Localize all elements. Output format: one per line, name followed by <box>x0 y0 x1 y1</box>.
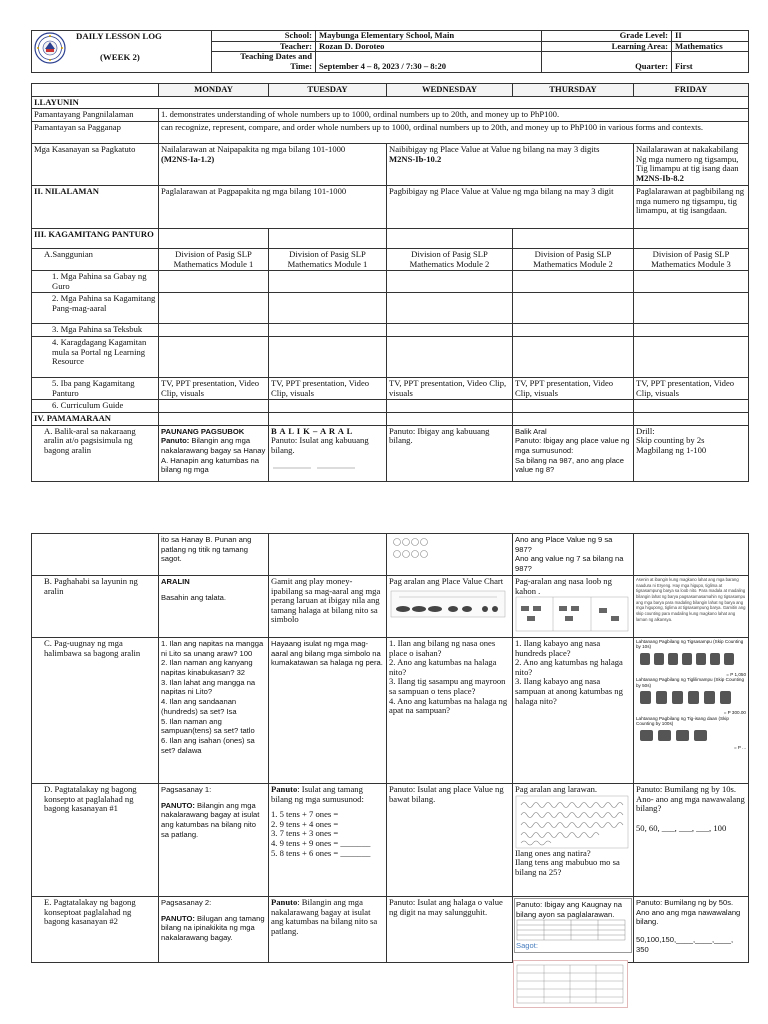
pagtatalakay-1-friday: Panuto: Bumilang ng by 10s. Ano- ano ang mga nawawalang bilang? <box>636 783 745 814</box>
coins-skip-count-100-image <box>636 727 744 745</box>
day-friday: FRIDAY <box>634 84 749 97</box>
drill-count-range: Magbilang ng 1-100 <box>636 444 707 455</box>
objects-counting-image <box>389 535 449 567</box>
skip-count-amount-1: = P 1,050 <box>726 671 746 677</box>
sanggunian-thursday: Division of Pasig SLP Mathematics Module 2 <box>513 248 634 270</box>
section-layunin: I.LAYUNIN <box>32 96 749 109</box>
coins-skip-count-50-image <box>636 688 744 710</box>
drill-label: Drill: <box>636 425 655 436</box>
tens-ones-exercise: 1. 5 tens + 7 ones = 2. 9 tens + 4 ones = 3. 7 tens + 3 ones = 4. 9 tens + 9 ones = _______ 5. 8 tens + 6 ones = _______ <box>271 809 371 858</box>
paghahabi-wednesday: Pag aralan ang Place Value Chart <box>389 575 504 586</box>
lesson-log-table-page1 <box>31 83 749 482</box>
balik-aral-title: B A L I K – A R A L <box>271 425 353 436</box>
dates-label-line2: Time: <box>290 61 312 72</box>
teksbuk-label: 3. Mga Pahina sa Teksbuk <box>32 324 159 337</box>
balik-aral-monday-text: Bilangin ang mga nakalarawang bagay sa Hanay A. Hanapin ang katumbas na bilang ng mga <box>161 436 266 475</box>
pagganap-label: Pamantayan sa Pagganap <box>32 121 159 143</box>
pagsasanay-2-title: Pagsasanay 2: <box>161 897 212 907</box>
horses-place-value-image <box>515 596 630 632</box>
pagsasanay-1-text: Bilangin ang mga nakalarawang bagay at isulat <box>161 800 260 820</box>
pagtatalakay-2-wednesday: Panuto: Isulat ang halaga o value ng digit na may salungguhit. <box>387 896 513 962</box>
iba-pang-kagamitan-label: 5. Iba pang Kagamitang Panturo <box>32 378 159 400</box>
quarter-label: Quarter: <box>542 52 672 73</box>
week-label: (WEEK 2) <box>100 52 140 62</box>
pagtatalakay-1-label: D. Pagtatalakay ng bagong konsepto at paglalahad ng bagong kasanayan #1 <box>32 783 159 896</box>
teacher-label: Teacher: <box>212 41 316 52</box>
school-value: Maybunga Elementary School, Main <box>316 31 542 42</box>
nilalaman-wednesday: Pagbibigay ng Place Value at Value ng mga bilang na may 3 digit <box>387 185 634 228</box>
pagtatalakay-2-label: E. Pagtatalakay ng bagong konseptoat paglalahad ng bagong kasanayan #2 <box>32 896 159 962</box>
balik-aral-thursday-question: Sa bilang na 987, ano ang place value ng 8? <box>515 455 624 475</box>
balik-aral-tuesday-text: Panuto: Isulat ang kabuuang bilang. <box>271 435 369 455</box>
quarter-value: First <box>672 52 749 73</box>
karagdagang-kagamitan-label: 4. Karagdagang Kagamitan mula sa Portal ng Learning Resource <box>32 337 159 378</box>
panuto-label-e-tue: Panuto <box>271 896 298 907</box>
day-wednesday: WEDNESDAY <box>387 84 513 97</box>
balik-aral-thursday-title: Balik Aral <box>515 426 547 436</box>
drill-skip-counting: Skip counting by 2s <box>636 435 705 446</box>
learning-area-label: Learning Area: <box>542 41 672 52</box>
pagtatalakay-2-friday: Panuto: Bumilang ng by 50s. Ano ano ang mga nawawalang bilang. <box>636 897 741 927</box>
nilalaman-friday: Paglalarawan at pagbibilang ng mga numero ng tigsampu, tig limampu, at tig isangdaan. <box>634 185 749 228</box>
grouped-animals-image <box>515 795 630 849</box>
sagot-label: Sagot: <box>516 941 538 951</box>
basahin-text: Basahin ang talata. <box>161 592 227 602</box>
pagtatalakay-1-thursday-questions: Ilang ones ang natira? Ilang tens ang mabubuo mo sa bilang na 25? <box>515 847 620 877</box>
sanggunian-monday: Division of Pasig SLP Mathematics Module 1 <box>159 248 269 270</box>
panuto-label-e: PANUTO: <box>161 913 195 923</box>
section-nilalaman: II. NILALAMAN <box>32 185 159 228</box>
document-title: DAILY LESSON LOG <box>76 31 162 41</box>
pagganap-text: can recognize, represent, compare, and order whole numbers up to 1000, ordinal numbers up to 20th, and money up to PhP100 in various forms and contexts. <box>159 121 749 143</box>
panuto-label-d: PANUTO: <box>161 800 195 810</box>
answer-key-grid-image <box>513 960 628 1008</box>
paghahabi-tuesday: Gamit ang play money- ipabilang sa mag-aaral ang mga perang laruan at ibigay nila ang tamang halaga at bilang nito sa simbolo <box>269 575 387 637</box>
missing-numbers-by-50: 50,100,150,____,____,____, 350 <box>636 935 734 954</box>
day-tuesday: TUESDAY <box>269 84 387 97</box>
sanggunian-label: A.Sanggunian <box>32 248 159 270</box>
sanggunian-friday: Division of Pasig SLP Mathematics Module 3 <box>634 248 749 270</box>
kasanayan-friday: Nailalarawan at nakakabilang Ng mga numero ng tigsampu, Tig limampu at tig isang daan <box>636 143 739 174</box>
grade-level-value: II <box>672 31 749 42</box>
sanggunian-wednesday: Division of Pasig SLP Mathematics Module 2 <box>387 248 513 270</box>
school-label: School: <box>212 31 316 42</box>
pangnilalaman-label: Pamantayang Pangnilalaman <box>32 109 159 122</box>
continuation-monday: ito sa Hanay B. Punan ang patlang ng titik ng tamang sagot. <box>159 534 269 576</box>
kasanayan-friday-code: M2NS-Ib-8.2 <box>636 172 684 183</box>
kagamitan-wednesday: TV, PPT presentation, Video Clip, visuals <box>387 378 513 400</box>
aralin-title: ARALIN <box>161 576 190 586</box>
kagamitan-tuesday: TV, PPT presentation, Video Clip, visuals <box>269 378 387 400</box>
pagsasanay-1-title: Pagsasanay 1: <box>161 784 212 794</box>
skip-count-amount-3: = P ... <box>733 744 746 750</box>
missing-numbers-by-10: 50, 60, ___, ___, ___, 100 <box>636 822 727 833</box>
panuto-label-d-tue: Panuto <box>271 783 298 794</box>
teacher-value: Rozan D. Doroteo <box>316 41 542 52</box>
kasanayan-wednesday-code: M2NS-Ib-10.2 <box>389 153 442 164</box>
kagamitan-thursday: TV, PPT presentation, Video Clip, visuals <box>513 378 634 400</box>
pag-aralan-larawan: Pag aralan ang larawan. <box>515 783 598 794</box>
balik-aral-wednesday-text: Panuto: Ibigay ang kabuuang bilang. <box>387 425 513 481</box>
sanggunian-tuesday: Division of Pasig SLP Mathematics Module 1 <box>269 248 387 270</box>
section-pamamaraan: IV. PAMAMARAAN <box>32 412 159 425</box>
skip-count-caption-1: Lahtanang Pagbilang ng Tigsasampu (Skip Counting by 10s) <box>636 638 744 650</box>
paghahabi-label: B. Paghahabi sa layunin ng aralin <box>32 575 159 637</box>
coins-skip-count-10-image <box>636 650 744 672</box>
header-info-table <box>31 30 749 73</box>
grade-level-label: Grade Level: <box>542 31 672 42</box>
paghahabi-thursday: Pag-aralan ang nasa loob ng kahon . <box>515 575 612 596</box>
pagtatalakay-2-tuesday: : Bilangin ang mga nakalarawang bagay at isulat ang katumbas na bilang nito sa patlang. <box>271 896 378 936</box>
kasanayan-monday: Nailalarawan at Naipapakita ng mga bilang 101-1000 <box>161 143 346 154</box>
pag-uugnay-wednesday: 1. Ilan ang bilang ng nasa ones place o isahan? 2. Ano ang katumbas na halaga nito? 3. Ilang tig sasampu ang mayroon sa sampuan o tens place? 4. Ano ang katumbas na halaga ng apat na sampuan? <box>387 637 513 783</box>
curriculum-guide-label: 6. Curriculum Guide <box>32 400 159 413</box>
kasanayan-label: Mga Kasanayan sa Pagkatuto <box>32 143 159 185</box>
pagtatalakay-1-tuesday: : Isulat ang tamang bilang ng mga sumusunod: <box>271 783 364 804</box>
place-value-chart-image <box>389 589 509 619</box>
kagamitan-friday: TV, PPT presentation, Video Clip, visuals <box>634 378 749 400</box>
balik-aral-label: A. Balik-aral sa nakaraang aralin at/o pagsisimula ng bagong aralin <box>32 425 159 481</box>
kagamitan-monday: TV, PPT presentation, Video Clip, visuals <box>159 378 269 400</box>
pag-uugnay-label: C. Pag-uugnay ng mga halimbawa sa bagong aralin <box>32 637 159 783</box>
kasanayan-wednesday: Naibibigay ng Place Value at Value ng bilang na may 3 digits <box>389 143 600 154</box>
pagtatalakay-1-wednesday: Panuto: Isulat ang place Value ng bawat bilang. <box>387 783 513 896</box>
pag-uugnay-monday: 1. Ilan ang napitas na mangga ni Lito sa unang araw? 100 2. Ilan naman ang kanyang napitas kinabukasan? 32 3. Ilan lahat ang mangga na napitas ni Lito? 4. Ilan ang sandaanan (hundreds) sa set? Isa 5. Ilan naman ang sampuan(tens) sa set? tatlo 6. Ilan ang isahan (ones) sa set? dalawa <box>159 637 269 783</box>
pagsasanay-1-text-2: ang katumbas na bilang nito sa patlang. <box>161 820 256 839</box>
answer-lines-image <box>271 456 381 470</box>
balik-aral-thursday-panuto: Panuto: Ibigay ang place value ng mga sumusunod: <box>515 436 630 455</box>
pangnilalaman-text: 1. demonstrates understanding of whole numbers up to 1000, ordinal numbers up to 20th, and money up to PhP100. <box>159 109 749 122</box>
day-monday: MONDAY <box>159 84 269 97</box>
kaugnay-na-bilang-panuto: Panuto: Ibigay ang Kaugnay na bilang ayon sa paglalarawan. <box>516 899 622 919</box>
continuation-thursday: Ano ang Place Value ng 9 sa 987? Ano ang value ng 7 sa bilang na 987? <box>513 534 634 576</box>
panuto-label: Panuto: <box>161 436 190 446</box>
pag-uugnay-thursday: 1. Ilang kabayo ang nasa hundreds place? 2. Ano ang katumbas ng halaga nito? 3. Ilang kabayo ang nasa sampuan at anong katumbas ng halaga nito? <box>513 637 634 783</box>
nilalaman-monday: Paglalarawan at Pagpapakita ng mga bilang 101-1000 <box>159 185 387 228</box>
section-kagamitan: III. KAGAMITANG PANTURO <box>32 228 159 248</box>
lesson-log-table-page2 <box>31 533 749 963</box>
paunang-pagsubok-title: PAUNANG PAGSUBOK <box>161 426 245 436</box>
kagamitang-magaaral-label: 2. Mga Pahina sa Kagamitang Pang-mag-aaral <box>32 293 159 324</box>
pagsasanay-2-text: Bilugan ang tamang bilang na ipinakikita ng mga nakalarawang bagay. <box>161 913 265 943</box>
gabay-guro-label: 1. Mga Pahina sa Gabay ng Guro <box>32 271 159 293</box>
kasanayan-monday-code: (M2NS-Ia-1.2) <box>161 153 215 164</box>
skip-count-caption-2: Lahtanang Pagbilang ng Tiglilimampu (Skip Counting by 50s) <box>636 677 745 688</box>
learning-area-value: Mathematics <box>672 41 749 52</box>
pag-uugnay-tuesday: Hayaang isulat ng mga mag-aaral ang bilang mga simbolo na kumakatawan sa halaga ng pera. <box>269 637 387 783</box>
skip-count-amount-2: = P 300.00 <box>723 710 746 716</box>
dates-label-line1: Teaching Dates and <box>240 51 312 62</box>
dates-value: September 4 – 8, 2023 / 7:30 – 8:20 <box>316 52 542 73</box>
day-thursday: THURSDAY <box>513 84 634 97</box>
skip-count-caption-3: Lahtanang Pagbilang ng Tig-isang daan (Skip Counting by 100s) <box>636 715 729 727</box>
descriptions-grid-image <box>516 919 626 941</box>
paghahabi-friday: Asenin at ibangin kung magkano lahat ang mga barang naadura ni Eryeng. Hay mga higupo, tiglima at tigsasampung barya sa loob nito. Para madala at madaling bilangin lahat ng barya pagsasamasamahin ng tigsasampu ang mga barya para madaling bilangin lahat ng barya ang mga higupong, tiglima at tigsasampung barya. Gamitin ang skip counting para madaling kung magkano lahat ang laman ng alkansya. <box>634 575 749 637</box>
